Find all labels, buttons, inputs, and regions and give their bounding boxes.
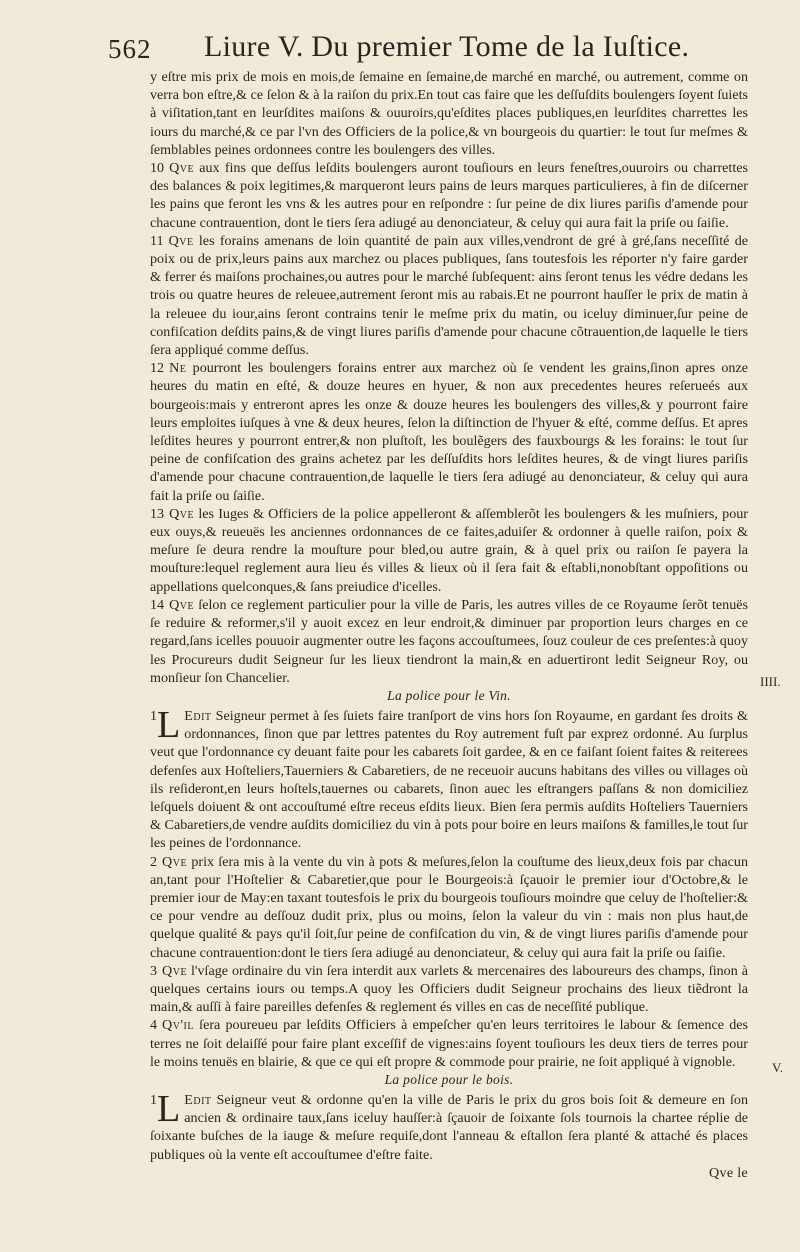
article-number: 14: [150, 596, 165, 613]
article-14: [150, 596, 748, 687]
article-text: les Iuges & Officiers de la police appelleront & aſſemblerõt les boulengers & les muſniers, pour eux ouys,& reueuës les anciennes ordonnances de ce faites,aduiſer & ordonner à quelle raiſon, poix & meſure ſe deura rendre la mouſture pour bled,ou autre grain, & à quel prix ou raiſon ſe payera la mouſture:lequel reglement aura lieu és villes & lieux où il ſera fait & eſtabli,nonobſtant oppoſitions ou appellations quelconques,& ſans preiudice d'icelles.: [150, 505, 748, 595]
article-number: 13: [150, 505, 165, 522]
article-lead: Qve: [162, 853, 188, 870]
article-11: [150, 232, 748, 359]
section-title-wine: La police pour le Vin.: [387, 687, 511, 703]
running-title: Liure V. Du premier Tome de la Iuſtice.: [204, 30, 690, 63]
article-number: 12: [150, 360, 165, 377]
article-lead: Qve: [169, 596, 195, 613]
article-text: prix ſera mis à la vente du vin à pots & meſures,ſelon la couſtume des lieux,deux fois par chacun an,tant pour l'Hoſtelier & Cabaretier,que pour le Bourgeois:à ſçauoir le premier iour d'Octobre,& le premier iour de May:en taxant toutesfois le prix du bourgeois touſiours moindre que celuy de l'hoſtelier:& ce pour vendre au deſſouz dudit prix, plus ou moins, ſelon la valeur du vin : mais non plus haut,de quelque qualité & pays qu'il ſoit,ſur peine de confiſcation du vin, & de vingt liures pariſis d'amende pour chacune contrauention:dont le tiers ſera adiugé au denonciateur, & celuy qui aura fait la priſe ou ſaiſie.: [150, 853, 748, 961]
article-text: Seigneur permet à ſes ſuiets faire tranſport de vins hors ſon Royaume, en gardant ſes droits & ordonnances, ſinon que par lettres patentes du Roy autrement fuſt par exprez ordonné. Au ſurplus veut que l'ordonnance cy deuant faite pour les cabarets ſoit gardee, & en ce faiſant ſoient faites & reiterees defenſes aux Hoſteliers,Tauerniers & Cabaretiers, de ne receuoir aucuns habitans des villes ou villages où ils reſideront,en leurs hoſtels,tauernes ou cabarets, ſinon auec les eſtrangers paſſans & non domiciliez leſquels doiuent & ont accouſtumé eſtre receus eſdits lieux. Bien ſera permis auſdits Hoſteliers Tauerniers & Cabaretiers,de vendre auſdits domiciliez du vin à pots pour boire en leurs maiſons & familles,le tout ſur les peines de l'ordonnance.: [150, 707, 748, 852]
margin-note-section-iiii: IIII.: [760, 674, 781, 689]
article-lead: Qve: [168, 232, 194, 249]
paragraph-text: y eſtre mis prix de mois en mois,de ſemaine en ſemaine,de marché en marché, ou autrement, comme on verra bon eſtre,& ce ſelon & à la raiſon du prix.En tout cas faire que les deſſuſdits boulengers ſoyent ſuiets à viſitation,tant en leurſdites maiſons & ouuroirs,qu'eſdites places publiques,en leurſdites charrettes les iours du marché,& ce par l'vn des Officiers de la police,& vn bourgeois du quartier: le tout ſur meſmes & ſemblables peines ordonnees contre les boulengers des villes.: [150, 69, 748, 158]
wine-article-4: [150, 1016, 748, 1071]
article-number: 10: [150, 160, 165, 177]
article-text: l'vſage ordinaire du vin ſera interdit aux varlets & mercenaires des laboureurs des champs, ſinon à quelques certains iours ou temps.A quoy les Officiers dudit Seigneur prochains des lieux tiẽdront la main,& auſſi à faire pareilles defenſes & reglement és villes en cas de neceſſité publique.: [150, 962, 748, 1016]
page-header: [108, 28, 708, 68]
article-number: 2: [150, 853, 158, 870]
article-text: ſelon ce reglement particulier pour la ville de Paris, les autres villes de ce Royaume ſerõt tenuës ſe reduire & reformer,s'il y auoit excez en leur endroit,& diminuer par proportion leurs charges en ce regard,ſans icelles pouuoir augmenter outre les façons accouſtumees, ſouz couleur de ces preſentes:à quoy les Procureurs dudit Seigneur ſur les lieux tiendront la main,& en aduertiront ledit Seigneur Roy, ou monſieur ſon Chancelier.: [150, 596, 748, 686]
wine-article-3: [150, 962, 748, 1017]
wood-article-1: [150, 1087, 748, 1164]
article-number: 1: [150, 707, 158, 724]
article-text: ſera poureueu par leſdits Officiers à empeſcher qu'en leurs territoires le labour & ſemence des terres ne ſoit delaiſſé pour faire plant exceſſif de vignes:ains ſoyent touſiours les deux tiers de terres pour le moins tenuës en blairie, & que ce qui eſt propre & commode pour prairie, ne ſoit appliqué à vignoble.: [150, 1017, 748, 1070]
paragraph-continued: [150, 68, 748, 159]
article-lead: Qve: [169, 505, 195, 522]
article-13: [150, 505, 748, 596]
article-number: 4: [150, 1017, 158, 1034]
article-text: Seigneur veut & ordonne qu'en la ville de Paris le prix du gros bois ſoit & demeure en ſon ancien & ordinaire taux,ſans iceluy hauſſer:à ſçauoir de ſoixante ſols tournois la chartee réplie de ſoixante buſches de la iauge & meſure requiſe,dont l'anneau & eſtallon ſera planté & attaché és places publiques où la vente eſt accouſtumee d'eſtre faite.: [150, 1091, 748, 1163]
article-12: [150, 359, 748, 505]
article-text: pourront les boulengers forains entrer aux marchez où ſe vendent les grains,ſinon apres onze heures du matin en eſté, & douze heures en hyuer, & non aux precedentes heures reſerueés aux bourgeois:mais y entreront apres les onze & douze heures les boulengers des villes,& y pourront faire leurs emploites iuſques à vne & deux heures, ſelon la diſtinction de l'hyuer & eſté, comme deſſus. Et apres leſdites heures y pourront entrer,& non pluſtoſt, les boulẽgers des fauxbourgs & les forains: le tout ſur peine de confiſcation des grains achetez par les deſſuſdits hors leſdites heures, & de vingt liures pariſis d'amende pour chacune contrauention,de laquelle le tiers ſera adiugé au denonciateur, & celuy qui aura fait la priſe ou ſaiſie.: [150, 360, 748, 504]
article-number: 3: [150, 962, 158, 979]
body-text: [150, 68, 748, 1182]
article-lead: Qve: [169, 160, 195, 177]
section-title-wood: La police pour le bois.: [384, 1071, 514, 1087]
margin-note-section-v: V.: [772, 1060, 783, 1075]
article-lead: Ne: [169, 360, 187, 377]
drop-capital: L: [157, 1087, 181, 1130]
article-lead: Edit: [184, 707, 212, 724]
catchword: Qve le: [709, 1164, 748, 1181]
article-lead: Edit: [184, 1091, 212, 1108]
article-number: 11: [150, 232, 164, 249]
article-text: aux fins que deſſus leſdits boulengers auront touſiours en leurs feneſtres,ouuroirs ou charrettes des balances & poix legitimes,& marqueront leurs pains de leurs marques particulieres, à fin de diſcerner les pains que feront les vns & les autres pour en reſpondre : ſur peine de dix liures pariſis d'amende pour chacune contrauention, dont le tiers ſera adiugé au denonciateur, & celuy qui aura fait la priſe ou ſaiſie.: [150, 160, 748, 231]
article-number: 1: [150, 1091, 158, 1108]
drop-capital: L: [157, 703, 181, 746]
page-number: 562: [108, 34, 152, 64]
article-lead: Qve: [162, 962, 188, 979]
article-text: les forains amenans de loin quantité de pain aux villes,vendront de gré à gré,ſans neceſſité de poix ou de prix,leurs pains aux marchez ou places publiques, ſans toutesfois les réporter n'y faire garder & ferrer és maiſons prochaines,ou autres pour le marché ſubſequent: ains ſeront tenus les védre dedans les trois ou quatre heures de releuee,autrement ſeront mis au rabais.Et ne pourront hauſſer le prix de matin à la releuee du iour,ains ſeront contrains tenir le meſme prix du matin, ou iceluy diminuer,ſur peine de confiſcation deſdits pains,& de vingt liures pariſis d'amende pour chacune cõtrauention,de laquelle le tiers ſera appliqué comme deſſus.: [150, 232, 748, 359]
wine-article-1: [150, 703, 748, 853]
wine-article-2: [150, 853, 748, 962]
article-lead: Qv'il: [162, 1017, 194, 1034]
article-10: [150, 159, 748, 232]
